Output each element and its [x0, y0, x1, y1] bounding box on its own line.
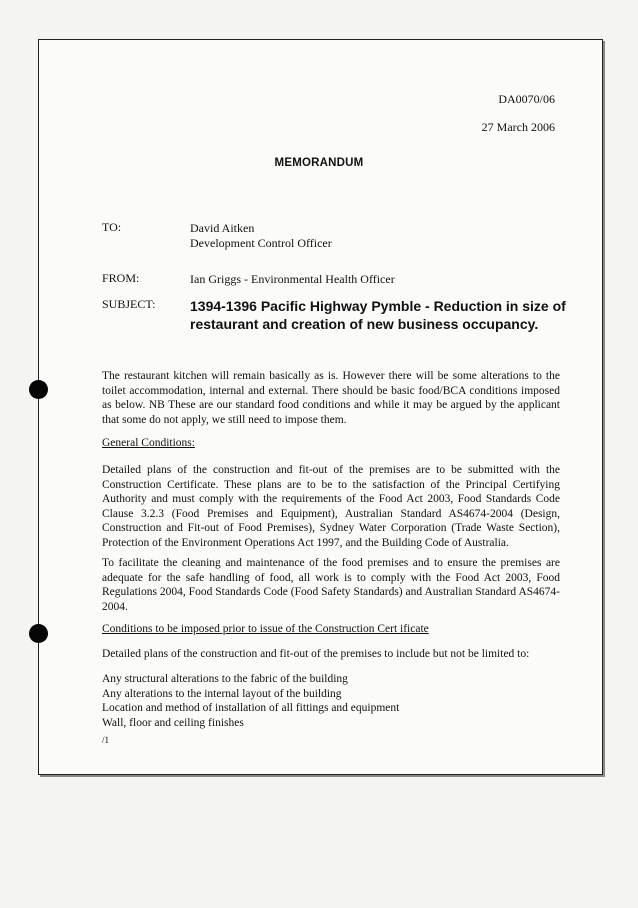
to-name: David Aitken [190, 221, 255, 235]
to-label: TO: [102, 220, 122, 234]
from-label: FROM: [102, 271, 140, 285]
memo-title: MEMORANDUM [274, 157, 364, 169]
list-item: Wall, floor and ceiling finishes [102, 716, 244, 729]
subject-line: 1394-1396 Pacific Highway Pymble - Reduction in size of [190, 298, 566, 314]
general-conditions-paragraph: To facilitate the cleaning and maintenance of the food premises and to ensure the premises are adequate for the safe handling of food, all work is to comply with the Food Act 2003, Food Regulations 2004, Food Standards Code (Food Safety Standards) and Australian Standard AS4674-2004. [102, 557, 560, 613]
construction-certificate-heading: Conditions to be imposed prior to issue of the Construction Cert ificate [102, 623, 429, 635]
list-item: Any structural alterations to the fabric of the building [102, 673, 348, 685]
intro-paragraph: The restaurant kitchen will remain basically as is. However there will be some alterations to the toilet accommodation, internal and external. There should be basic food/BCA conditions imposed as below. NB These are our standard food conditions and while it may be argued by the applicant that some do not apply, we still need to impose them. [102, 370, 560, 426]
subject-text [190, 297, 570, 333]
to-position: Development Control Officer [190, 236, 332, 250]
construction-certificate-intro: Detailed plans of the construction and fit-out of the premises to include but not be limited to: [102, 648, 530, 660]
subject-label: SUBJECT: [102, 297, 156, 311]
general-conditions-heading: General Conditions: [102, 437, 195, 449]
from-value: Ian Griggs - Environmental Health Officer [190, 272, 395, 286]
page-mark: /1 [102, 735, 110, 745]
punch-hole [29, 380, 48, 399]
punch-hole [29, 624, 48, 643]
list-item: Location and method of installation of all fittings and equipment [102, 702, 400, 714]
memo-date: 27 March 2006 [481, 120, 555, 134]
subject-line: restaurant and creation of new business occupancy. [190, 316, 539, 332]
reference-number: DA0070/06 [498, 92, 555, 106]
list-item: Any alterations to the internal layout of the building [102, 687, 342, 700]
general-conditions-paragraph: Detailed plans of the construction and fit-out of the premises are to be submitted with the Construction Certificate. These plans are to be to the satisfaction of the Principal Certifying Authority and must comply with the requirements of the Food Act 2003, Food Standards Code Clause 3.2.3 (Food Premises and Equipment), Australian Standard AS4674-2004 (Design, Construction and Fit-out of Food Premises), Sydney Water Corporation (Trade Waste Section), Protection of the Environment Operations Act 1997, and the Building Code of Australia. [102, 464, 560, 549]
requirements-list [102, 672, 560, 730]
